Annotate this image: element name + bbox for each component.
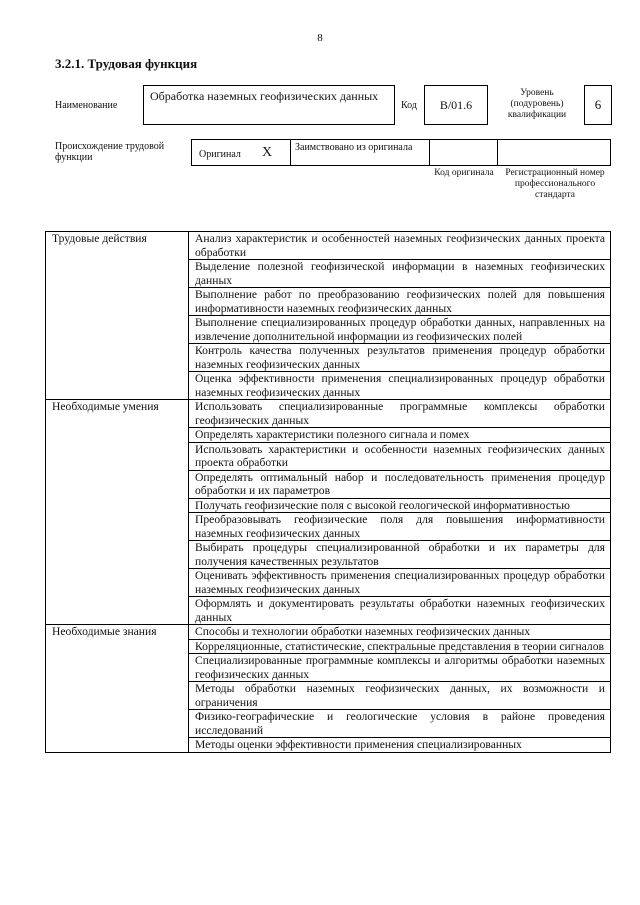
item-cell: Определять оптимальный набор и последовательность применения процедур обработки и их параметров [189, 470, 611, 498]
item-cell: Методы оценки эффективности применения специализированных [189, 738, 611, 753]
item-cell: Выполнение работ по преобразованию геофизических полей для повышения информативности наземных геофизических данных [189, 288, 611, 316]
category-cell: Необходимые знания [46, 625, 189, 753]
borrowed-label: Заимствовано из оригинала [295, 142, 413, 153]
table-row [46, 625, 611, 640]
origin-label: Происхождение трудовой функции [55, 141, 165, 163]
item-cell: Выбирать процедуры специализированной обработки и их параметры для получения качественных результатов [189, 541, 611, 569]
original-label: Оригинал [199, 149, 241, 160]
item-cell: Анализ характеристик и особенностей наземных геофизических данных проекта обработки [189, 232, 611, 260]
original-cell [191, 139, 291, 166]
function-name-field: Обработка наземных геофизических данных [143, 85, 395, 125]
item-cell: Специализированные программные комплексы и алгоритмы обработки наземных геофизических данных [189, 654, 611, 682]
table-row [46, 232, 611, 260]
level-label: Уровень (подуровень) квалификации [507, 88, 567, 120]
item-cell: Способы и технологии обработки наземных геофизических данных [189, 625, 611, 640]
item-cell: Определять характеристики полезного сигнала и помех [189, 428, 611, 443]
reg-caption: Регистрационный номер профессионального стандарта [505, 168, 605, 200]
item-cell: Оценка эффективности применения специализированных процедур обработки наземных геофизических данных [189, 372, 611, 400]
code-label: Код [401, 100, 417, 111]
code-caption: Код оригинала [434, 168, 494, 178]
borrowed-cell [290, 139, 430, 166]
table-row [46, 400, 611, 428]
item-cell: Выделение полезной геофизической информации в наземных геофизических данных [189, 260, 611, 288]
origin-code-cell [429, 139, 498, 166]
page-number: 8 [317, 32, 323, 44]
item-cell: Использовать характеристики и особенности наземных геофизических данных проекта обработки [189, 442, 611, 470]
item-cell: Использовать специализированные программные комплексы обработки геофизических данных [189, 400, 611, 428]
item-cell: Выполнение специализированных процедур обработки данных, направленных на извлечение дополнительной информации из геофизических полей [189, 316, 611, 344]
item-cell: Методы обработки наземных геофизических данных, их возможности и ограничения [189, 682, 611, 710]
reg-number-cell [497, 139, 611, 166]
item-cell: Получать геофизические поля с высокой геологической информативностью [189, 498, 611, 513]
name-label: Наименование [55, 100, 118, 111]
labor-function-table [45, 231, 611, 753]
item-cell: Оформлять и документировать результаты обработки наземных геофизических данных [189, 597, 611, 625]
category-cell: Трудовые действия [46, 232, 189, 400]
section-title: 3.2.1. Трудовая функция [55, 56, 198, 71]
item-cell: Корреляционные, статистические, спектральные представления в теории сигналов [189, 639, 611, 654]
original-mark: X [262, 145, 273, 160]
item-cell: Оценивать эффективность применения специализированных процедур обработки наземных геофизических данных [189, 569, 611, 597]
code-field: B/01.6 [424, 85, 488, 125]
item-cell: Преобразовывать геофизические поля для повышения информативности наземных геофизических данных [189, 513, 611, 541]
item-cell: Контроль качества полученных результатов применения процедур обработки наземных геофизических данных [189, 344, 611, 372]
item-cell: Физико-географические и геологические условия в районе проведения исследований [189, 710, 611, 738]
category-cell: Необходимые умения [46, 400, 189, 625]
level-field: 6 [584, 85, 612, 125]
